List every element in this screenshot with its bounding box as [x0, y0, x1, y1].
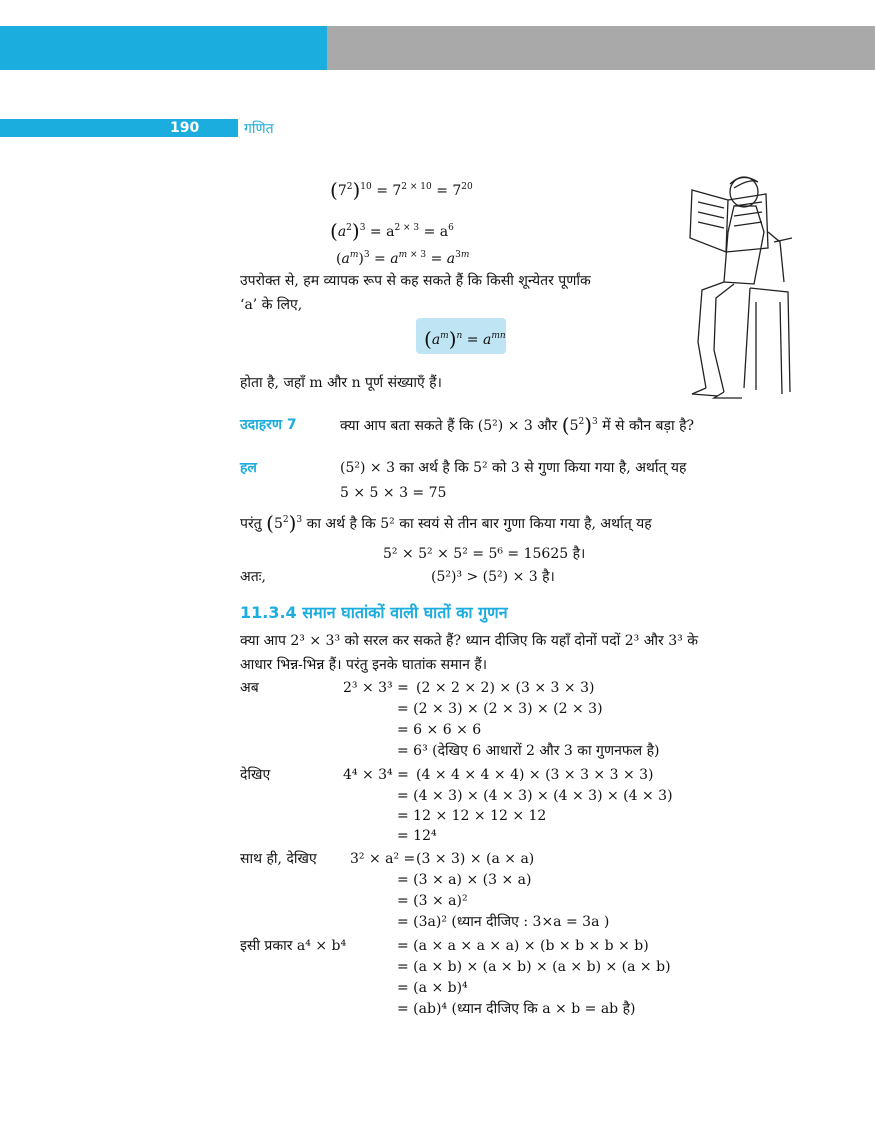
calc-text: 5² × 5² × 5² = 5⁶ = 15625 है। — [383, 546, 586, 562]
solution-label: हल — [240, 460, 257, 476]
example-label: उदाहरण 7 — [240, 417, 297, 433]
block-line: (4 × 4 × 4 × 4) × (3 × 3 × 3 × 3) — [416, 767, 654, 783]
section-intro-2: आधार भिन्न-भिन्न हैं। परंतु इनके घातांक समान हैं। — [240, 657, 488, 673]
block-label: इसी प्रकार a⁴ × b⁴ — [240, 938, 347, 954]
equation-line-3: $(a^m)^3 = a^{m \times 3} = a^{3m}$ — [336, 250, 470, 267]
subject-title: गणित — [244, 121, 274, 137]
hence-label: अतः, — [240, 569, 266, 585]
block-line: (3 × 3) × (a × a) — [416, 851, 535, 867]
solution-text: (5²) × 3 का अर्थ है कि 5² को 3 से गुणा किया गया है, अर्थात् यह — [340, 460, 687, 476]
section-intro: क्या आप 2³ × 3³ को सरल कर सकते हैं? ध्यान दीजिए कि यहाँ दोनों पदों 2³ और 3³ के — [240, 633, 698, 649]
example-question: क्या आप बता सकते हैं कि (5²) × 3 और $(5^2)^3$ में से कौन बड़ा है? — [340, 413, 695, 437]
block-line: = 6³ (देखिए 6 आधारों 2 और 3 का गुणनफल है) — [397, 743, 660, 759]
block-label: अब — [240, 680, 259, 696]
block-line: = 12 × 12 × 12 × 12 — [397, 808, 547, 824]
hence-text: (5²)³ > (5²) × 3 है। — [431, 569, 555, 585]
header-band-cyan — [0, 26, 327, 70]
formula-power-rule: $(a^m)^n = a^{mn}$ — [424, 327, 506, 351]
block-line: = 12⁴ — [397, 828, 437, 844]
paragraph-general-2: ‘a’ के लिए, — [240, 297, 303, 313]
block-line: = (a × b) × (a × b) × (a × b) × (a × b) — [397, 959, 671, 975]
block-line: = (3 × a)² — [397, 893, 468, 909]
block-line: = (2 × 3) × (2 × 3) × (2 × 3) — [397, 701, 603, 717]
block-lhs: 4⁴ × 3⁴ = — [343, 767, 409, 783]
reading-boy-illustration — [684, 172, 796, 402]
block-label: साथ ही, देखिए — [240, 851, 317, 867]
block-line: = (4 × 3) × (4 × 3) × (4 × 3) × (4 × 3) — [397, 788, 673, 804]
block-lhs: 3² × a² = — [350, 851, 416, 867]
header-band-gray — [327, 26, 875, 70]
block-line: = (a × a × a × a) × (b × b × b × b) — [397, 938, 649, 954]
block-lhs: 2³ × 3³ = — [343, 680, 409, 696]
block-line: = (3 × a) × (3 × a) — [397, 872, 532, 888]
result-text: होता है, जहाँ m और n पूर्ण संख्याएँ हैं। — [240, 375, 442, 391]
block-line: (2 × 2 × 2) × (3 × 3 × 3) — [416, 680, 595, 696]
solution-text-2: 5 × 5 × 3 = 75 — [340, 485, 447, 501]
page-number: 190 — [170, 120, 200, 136]
paragraph-general: उपरोक्त से, हम व्यापक रूप से कह सकते हैं कि किसी शून्येतर पूर्णांक — [240, 273, 591, 289]
equation-line-1: $(7^2)^{10} = 7^{2 \times 10} = 7^{20}$ — [330, 178, 473, 202]
page-number-bar — [0, 119, 238, 137]
block-label: देखिए — [240, 767, 271, 783]
section-title: 11.3.4 समान घातांकों वाली घातों का गुणन — [240, 603, 508, 622]
equation-line-2: $(a^2)^3 = a^{2 \times 3} = a^6$ — [330, 219, 454, 243]
block-line: = (3a)² (ध्यान दीजिए : 3×a = 3a ) — [397, 914, 610, 930]
but-text: परंतु $(5^2)^3$ का अर्थ है कि 5² का स्वयं से तीन बार गुणा किया गया है, अर्थात् यह — [240, 511, 652, 535]
block-line: = (a × b)⁴ — [397, 980, 468, 996]
block-line: = 6 × 6 × 6 — [397, 722, 482, 738]
block-line: = (ab)⁴ (ध्यान दीजिए कि a × b = ab है) — [397, 1001, 636, 1017]
